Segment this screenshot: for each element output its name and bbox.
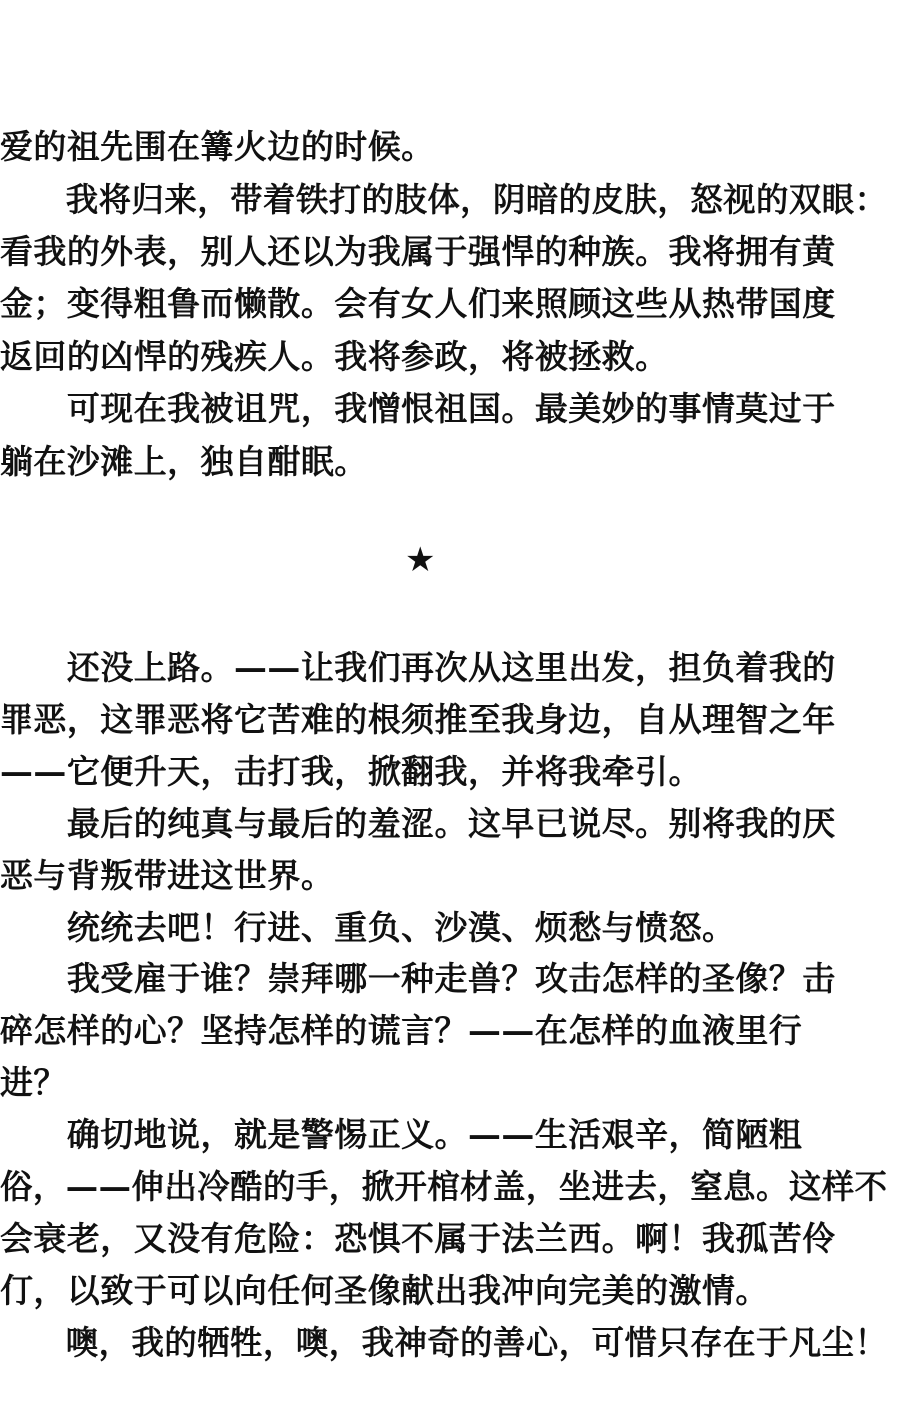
text-line: 确切地说，就是警惕正义。——生活艰辛，简陋粗 [0,1115,803,1154]
text-line: 碎怎样的心？坚持怎样的谎言？——在怎样的血液里行 [0,1011,803,1050]
text-line: 最后的纯真与最后的羞涩。这早已说尽。别将我的厌 [0,804,836,843]
text-line: 噢，我的牺牲，噢，我神奇的善心，可惜只存在于凡尘！ [0,1323,888,1362]
text-line: 还没上路。——让我们再次从这里出发，担负着我的 [0,648,836,687]
text-line: 会衰老，又没有危险：恐惧不属于法兰西。啊！我孤苦伶 [0,1219,836,1258]
text-line: 躺在沙滩上，独自酣眠。 [0,442,368,481]
text-line: 我受雇于谁？崇拜哪一种走兽？攻击怎样的圣像？击 [0,959,836,998]
text-line: 可现在我被诅咒，我憎恨祖国。最美妙的事情莫过于 [0,389,836,428]
text-line: 金；变得粗鲁而懒散。会有女人们来照顾这些从热带国度 [0,284,836,323]
text-line: 仃，以致于可以向任何圣像献出我冲向完美的激情。 [0,1271,769,1310]
text-line: 爱的祖先围在篝火边的时候。 [0,127,435,166]
text-line: 俗，——伸出冷酷的手，掀开棺材盖，坐进去，窒息。这样不 [0,1167,888,1206]
text-line: 返回的凶悍的残疾人。我将参政，将被拯救。 [0,337,669,376]
section-star-icon: ★ [405,540,436,580]
text-line: 罪恶，这罪恶将它苦难的根须推至我身边，自从理智之年 [0,700,836,739]
text-line: 统统去吧！行进、重负、沙漠、烦愁与愤怒。 [0,908,736,947]
text-line: 看我的外表，别人还以为我属于强悍的种族。我将拥有黄 [0,232,836,271]
text-line: 进？ [0,1063,67,1102]
text-line: ——它便升天，击打我，掀翻我，并将我牵引。 [0,752,702,791]
text-line: 恶与背叛带进这世界。 [0,856,335,895]
text-line: 我将归来，带着铁打的肢体，阴暗的皮肤，怒视的双眼： [0,180,888,219]
